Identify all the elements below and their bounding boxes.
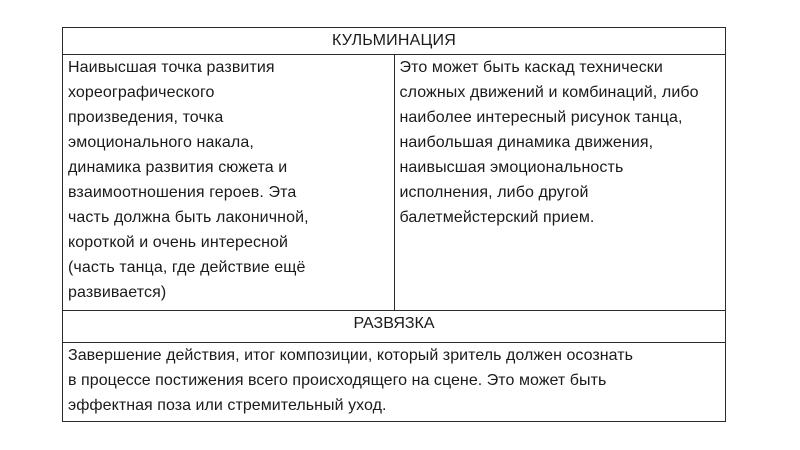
text-line: эмоционального накала, <box>68 134 254 151</box>
resolution-header: РАЗВЯЗКА <box>63 311 726 343</box>
text-line: наибольшая динамика движения, <box>399 134 654 151</box>
resolution-description-cell <box>63 343 726 422</box>
text-line: Завершение действия, итог композиции, который зритель должен осознать <box>68 347 634 364</box>
text-line: Наивысшая точка развития <box>68 59 275 76</box>
climax-content-row <box>63 55 726 311</box>
climax-definition-cell <box>63 55 395 311</box>
text-line: взаимоотношения героев. Эта <box>68 184 297 201</box>
climax-examples-cell <box>394 55 726 311</box>
text-line: хореографического <box>68 84 215 101</box>
resolution-header-row <box>63 311 726 343</box>
climax-header-row <box>63 28 726 55</box>
text-line: сложных движений и комбинаций, либо <box>399 84 699 101</box>
text-line: наиболее интересный рисунок танца, <box>399 109 683 126</box>
text-line: развивается) <box>68 284 167 301</box>
text-line: часть должна быть лаконичной, <box>68 209 309 226</box>
text-line: наивысшая эмоциональность <box>399 159 624 176</box>
text-line: исполнения, либо другой <box>399 184 589 201</box>
composition-table <box>62 27 726 422</box>
resolution-content-row <box>63 343 726 422</box>
text-line: динамика развития сюжета и <box>68 159 288 176</box>
text-line: (часть танца, где действие ещё <box>68 259 306 276</box>
text-line: балетмейстерский прием. <box>399 209 595 226</box>
text-line: произведения, точка <box>68 109 224 126</box>
text-line: короткой и очень интересной <box>68 234 289 251</box>
climax-header: КУЛЬМИНАЦИЯ <box>63 28 726 55</box>
text-line: в процессе постижения всего происходящего на сцене. Это может быть <box>68 372 607 389</box>
text-line: Это может быть каскад технически <box>399 59 663 76</box>
text-line: эффектная поза или стремительный уход. <box>68 397 387 414</box>
